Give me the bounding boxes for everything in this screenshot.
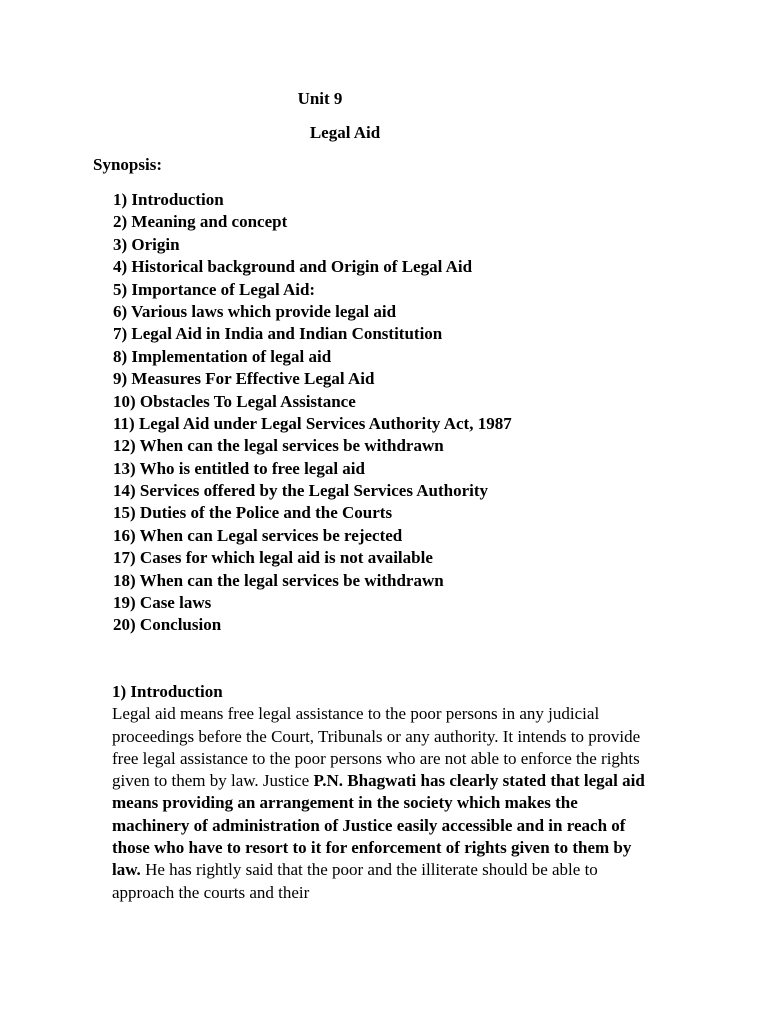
synopsis-item: 7) Legal Aid in India and Indian Constitution [113,324,443,344]
synopsis-item: 19) Case laws [113,593,212,613]
synopsis-item: 16) When can Legal services be rejected [113,525,403,545]
synopsis-item: 1) Introduction [113,190,224,209]
document-title: Legal Aid [309,123,381,142]
section-heading: 1) Introduction [112,682,223,701]
synopsis-item: 14) Services offered by the Legal Services Authority [113,481,489,501]
unit-title: Unit 9 [297,89,343,108]
synopsis-item: 8) Implementation of legal aid [113,346,332,366]
introduction-section [112,681,647,904]
synopsis-item: 17) Cases for which legal aid is not available [113,548,433,568]
paragraph-text: Legal aid means free legal assistance to the poor persons in any judicial proceedings before the Court, Tribunals or any authority. It intends to provide free legal assistance to the poor persons who are not able to enforce the rights given to them by law. Justice [112,704,641,791]
synopsis-item: 18) When can the legal services be withdrawn [113,570,444,590]
synopsis-item: 10) Obstacles To Legal Assistance [113,391,356,411]
synopsis-item: 11) Legal Aid under Legal Services Authority Act, 1987 [113,413,512,433]
synopsis-item: 9) Measures For Effective Legal Aid [113,369,375,389]
paragraph-text-continued: He has rightly said that the poor and the illiterate should be able to approach the courts and their [112,860,598,902]
synopsis-label: Synopsis: [93,155,162,174]
synopsis-item: 4) Historical background and Origin of Legal Aid [113,257,473,277]
synopsis-item: 15) Duties of the Police and the Courts [113,503,393,523]
synopsis-item: 2) Meaning and concept [113,212,288,232]
synopsis-item: 12) When can the legal services be withdrawn [113,436,444,456]
synopsis-item: 20) Conclusion [113,615,222,635]
synopsis-item: 6) Various laws which provide legal aid [113,301,397,321]
paragraph-bold-quote: P.N. Bhagwati has clearly stated that legal aid means providing an arrangement in the society which makes the machinery of administration of Justice easily accessible and in reach of those who have to resort to it for enforcement of rights given to them by law. [112,771,645,880]
section-paragraph [112,703,647,904]
synopsis-item: 5) Importance of Legal Aid: [113,279,316,299]
synopsis-item: 3) Origin [113,234,180,254]
synopsis-item: 13) Who is entitled to free legal aid [113,458,365,478]
synopsis-list [113,189,512,637]
